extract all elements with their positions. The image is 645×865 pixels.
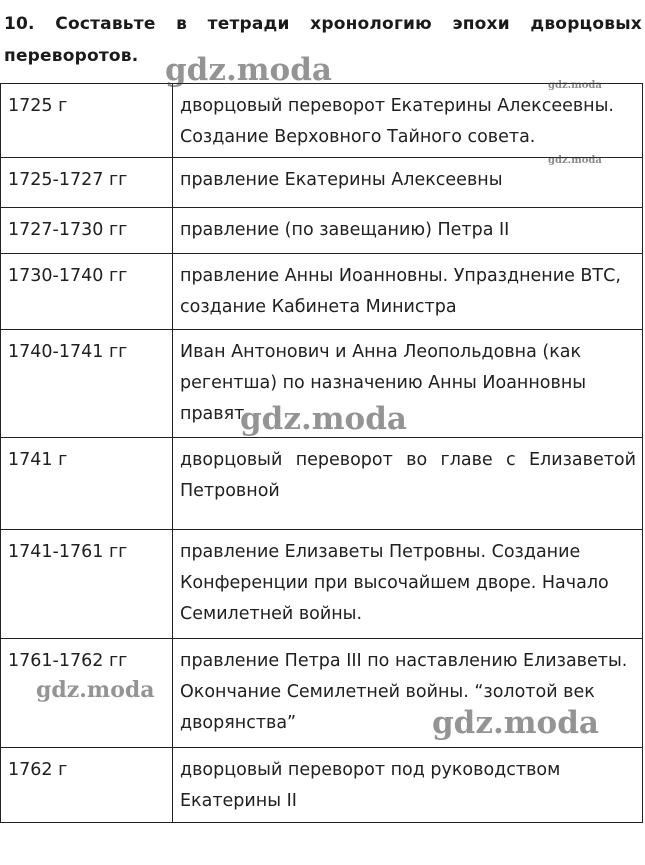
event-cell: правление Петра III по наставлению Елизаветы. Окончание Семилетней войны. “золотой век дворянства”	[173, 639, 643, 748]
task-heading-line2: переворотов.	[4, 46, 139, 66]
watermark-logo: gdz.moda	[165, 52, 332, 88]
table-row	[1, 84, 643, 158]
date-cell: 1761-1762 гг	[1, 639, 173, 748]
date-cell: 1762 г	[1, 748, 173, 823]
watermark-logo-small: gdz.moda	[548, 155, 602, 166]
task-number: 10.	[4, 14, 35, 34]
table-row	[1, 748, 643, 823]
event-cell: дворцовый переворот во главе с Елизаветой Петровной	[173, 438, 643, 530]
event-cell: Иван Антонович и Анна Леопольдовна (как регентша) по назначению Анны Иоанновны правят	[173, 330, 643, 438]
task-heading	[4, 8, 642, 72]
event-cell: правление (по завещанию) Петра II	[173, 208, 643, 254]
task-word: эпохи	[452, 14, 510, 34]
date-cell: 1741 г	[1, 438, 173, 530]
chronology-table	[0, 83, 643, 823]
table-row	[1, 208, 643, 254]
table-row	[1, 639, 643, 748]
table-row	[1, 330, 643, 438]
task-word: хронологию	[310, 14, 432, 34]
watermark-logo: gdz.moda	[36, 677, 155, 703]
date-cell: 1725 г	[1, 84, 173, 158]
task-heading-line1	[4, 8, 642, 40]
date-cell: 1741-1761 гг	[1, 530, 173, 639]
table-row	[1, 530, 643, 639]
event-cell: дворцовый переворот под руководством Екатерины II	[173, 748, 643, 823]
date-cell: 1727-1730 гг	[1, 208, 173, 254]
date-cell: 1740-1741 гг	[1, 330, 173, 438]
table-row	[1, 438, 643, 530]
date-cell: 1725-1727 гг	[1, 158, 173, 208]
table-row	[1, 158, 643, 208]
task-word: дворцовых	[530, 14, 642, 34]
task-word: в	[176, 14, 188, 34]
watermark-logo: gdz.moda	[432, 705, 599, 741]
event-cell: правление Елизаветы Петровны. Создание Конференции при высочайшем дворе. Начало Семилетней войны.	[173, 530, 643, 639]
event-cell: правление Екатерины Алексеевны	[173, 158, 643, 208]
task-word: Составьте	[55, 14, 156, 34]
date-cell: 1730-1740 гг	[1, 254, 173, 330]
task-word: тетради	[207, 14, 290, 34]
watermark-logo-small: gdz.moda	[548, 80, 602, 91]
event-cell: дворцовый переворот Екатерины Алексеевны. Создание Верховного Тайного совета.	[173, 84, 643, 158]
table-row	[1, 254, 643, 330]
watermark-logo: gdz.moda	[240, 401, 407, 437]
event-cell: правление Анны Иоанновны. Упразднение ВТС, создание Кабинета Министра	[173, 254, 643, 330]
